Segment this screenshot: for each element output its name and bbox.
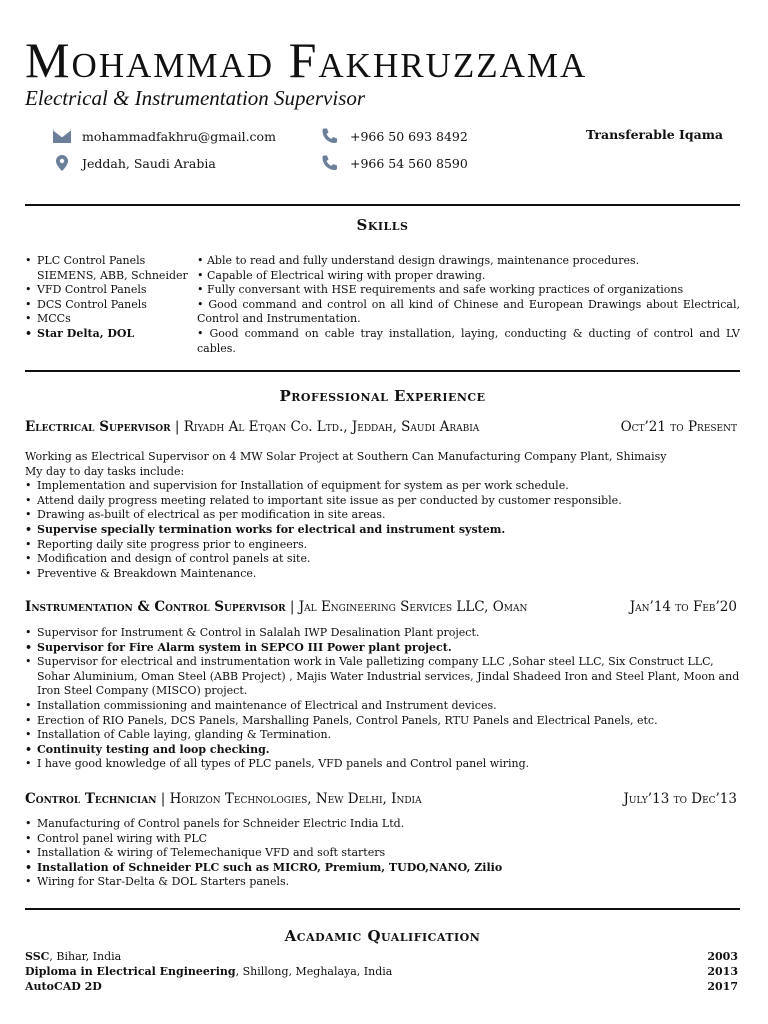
phone2-text[interactable]: +966 54 560 8590 <box>350 155 468 171</box>
list-item: • Supervisor for Fire Alarm system in SEPCO III Power plant project. <box>25 641 740 656</box>
job-intro: My day to day tasks include: <box>25 464 185 478</box>
phone2-contact[interactable] <box>320 154 468 172</box>
degree-place: , Shillong, Meghalaya, India <box>235 965 393 978</box>
job-company: Jal Engineering Services LLC, Oman <box>298 599 528 615</box>
job-dates: Oct’21 to Present <box>620 419 737 435</box>
list-item: • Control panel wiring with PLC <box>25 832 740 847</box>
list-item: • Erection of RIO Panels, DCS Panels, Marshalling Panels, Control Panels, RTU Panels and Electrical Panels, etc. <box>25 714 740 729</box>
job-details <box>25 450 740 581</box>
job-header: Instrumentation & Control Supervisor | Jal Engineering Services LLC, Oman Jan’14 to Feb’20 <box>25 599 737 615</box>
list-item: • Supervise specially termination works for electrical and instrument system. <box>25 523 740 538</box>
list-item: • Preventive & Breakdown Maintenance. <box>25 567 740 582</box>
job-role: Electrical Supervisor <box>25 419 171 435</box>
list-item: • Attend daily progress meeting related to important site issue as per conducted by customer responsible. <box>25 494 740 509</box>
experience-heading: Professional Experience <box>279 387 486 405</box>
list-item: • Installation & wiring of Telemechanique VFD and soft starters <box>25 846 740 861</box>
list-item: • Installation commissioning and maintenance of Electrical and Instrument devices. <box>25 699 740 714</box>
list-item: • Manufacturing of Control panels for Schneider Electric India Ltd. <box>25 817 740 832</box>
job-company: Riyadh Al Etqan Co. Ltd., Jeddah, Saudi Arabia <box>183 419 480 435</box>
degree: AutoCAD 2D <box>25 980 102 993</box>
list-item: • Supervisor for electrical and instrumentation work in Vale palletizing company LLC ,Sohar steel LLC, Six Construct LLC, Sohar Aluminium, Oman Steel (ABB Project) , Majis Water Industrial services, Jindal Shadeed Iron and Steel Plant, Moon and Iron Steel Company (MISCO) project. <box>25 655 740 699</box>
email-text[interactable]: mohammadfakhru@gmail.com <box>82 128 276 144</box>
iqama-status: Transferable Iqama <box>586 127 724 142</box>
degree-place: , Bihar, India <box>49 950 122 963</box>
skill-statement: • Fully conversant with HSE requirements and safe working practices of organizations <box>197 283 684 297</box>
degree-year: 2017 <box>707 980 738 993</box>
map-pin-icon <box>52 154 72 172</box>
skills-list-left <box>25 254 200 342</box>
skill-statement: • Capable of Electrical wiring with proper drawing. <box>197 268 486 282</box>
list-item: • Wiring for Star-Delta & DOL Starters panels. <box>25 875 740 890</box>
job-role: Control Technician <box>25 791 157 807</box>
phone-icon <box>320 127 340 145</box>
list-item: • I have good knowledge of all types of PLC panels, VFD panels and Control panel wiring. <box>25 757 740 772</box>
divider <box>25 370 740 372</box>
job-header: Electrical Supervisor | Riyadh Al Etqan Co. Ltd., Jeddah, Saudi Arabia Oct’21 to Present <box>25 419 737 435</box>
list-item: • Installation of Schneider PLC such as MICRO, Premium, TUDO,NANO, Zilio <box>25 861 740 876</box>
job-role: Instrumentation & Control Supervisor <box>25 599 286 615</box>
education-row <box>25 979 738 994</box>
list-item: • Modification and design of control panels at site. <box>25 552 740 567</box>
skill-statement: • Good command and control on all kind of Chinese and European Drawings about Electrical, Control and Instrumentation. <box>197 297 740 326</box>
job-intro: Working as Electrical Supervisor on 4 MW Solar Project at Southern Can Manufacturing Company Plant, Shimaisy <box>25 450 667 463</box>
degree: Diploma in Electrical Engineering <box>25 965 236 978</box>
divider <box>25 908 740 910</box>
list-item: • Drawing as-built of electrical as per modification in site areas. <box>25 508 740 523</box>
list-item: • Implementation and supervision for Installation of equipment for system as per work schedule. <box>25 479 740 494</box>
job-header: Control Technician | Horizon Technologies, New Delhi, India July’13 to Dec’13 <box>25 791 737 807</box>
degree: SSC <box>25 950 50 963</box>
candidate-name: Mohammad Fakhruzzama <box>25 32 588 88</box>
skills-list-right <box>197 254 740 356</box>
list-item: • Reporting daily site progress prior to engineers. <box>25 538 740 553</box>
phone-icon <box>320 154 340 172</box>
list-item: • Installation of Cable laying, glanding & Termination. <box>25 728 740 743</box>
location-text: Jeddah, Saudi Arabia <box>82 155 216 171</box>
list-item: • Continuity testing and loop checking. <box>25 743 740 758</box>
location-contact <box>52 154 216 172</box>
phone1-text[interactable]: +966 50 693 8492 <box>350 128 468 144</box>
job-details <box>25 626 740 772</box>
skill-statement: • Good command on cable tray installation, laying, conducting & ducting of control and LV cables. <box>197 326 740 355</box>
phone1-contact[interactable] <box>320 127 468 145</box>
skill-item: • Star Delta, DOL <box>25 327 200 342</box>
job-details <box>25 817 740 890</box>
skills-heading: Skills <box>356 216 409 234</box>
candidate-title: Electrical & Instrumentation Supervisor <box>25 86 366 110</box>
job-dates: July’13 to Dec’13 <box>623 791 737 807</box>
skill-item: • DCS Control Panels <box>25 298 200 313</box>
degree-year: 2003 <box>707 950 738 963</box>
education-heading: Acadamic Qualification <box>284 927 481 945</box>
job-dates: Jan’14 to Feb’20 <box>629 599 737 615</box>
skill-item: • VFD Control Panels <box>25 283 200 298</box>
skill-item: • PLC Control Panels SIEMENS, ABB, Schneider <box>25 254 200 283</box>
education-list <box>25 949 738 994</box>
envelope-icon <box>52 127 72 145</box>
divider <box>25 204 740 206</box>
email-contact[interactable] <box>52 127 276 145</box>
list-item: • Supervisor for Instrument & Control in Salalah IWP Desalination Plant project. <box>25 626 740 641</box>
education-row <box>25 964 738 979</box>
education-row <box>25 949 738 964</box>
job-company: Horizon Technologies, New Delhi, India <box>169 791 422 807</box>
degree-year: 2013 <box>707 965 738 978</box>
skill-item: • MCCs <box>25 312 200 327</box>
skill-statement: • Able to read and fully understand design drawings, maintenance procedures. <box>197 254 640 267</box>
